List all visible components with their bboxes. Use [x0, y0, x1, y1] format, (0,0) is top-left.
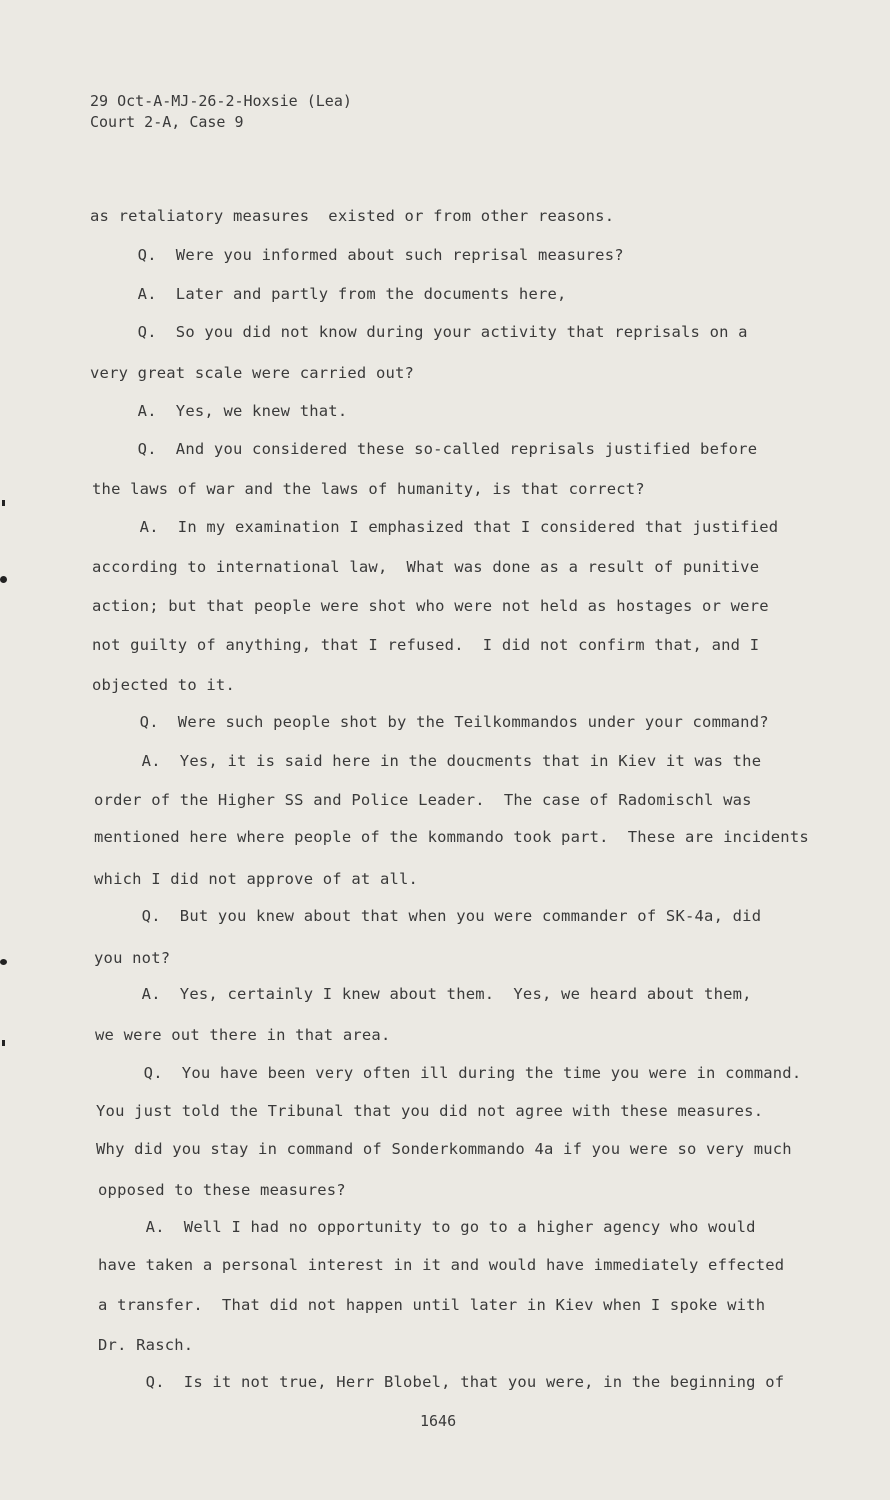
text-line: you not? [94, 949, 171, 967]
page-number: 1646 [420, 1412, 457, 1430]
text-line: have taken a personal interest in it and would have immediately effected [98, 1256, 785, 1274]
margin-punch-mark [0, 576, 7, 583]
text-line: a transfer. That did not happen until later in Kiev when I spoke with [98, 1296, 766, 1314]
text-line: Q. Were you informed about such reprisal measures? [90, 246, 624, 264]
text-line: Q. But you knew about that when you were commander of SK-4a, did [94, 907, 762, 925]
margin-punch-mark [2, 500, 5, 506]
text-line: the laws of war and the laws of humanity, is that correct? [92, 480, 645, 498]
text-line: mentioned here where people of the kommando took part. These are incidents [94, 828, 809, 846]
text-line: we were out there in that area. [95, 1026, 391, 1044]
text-line: A. Well I had no opportunity to go to a higher agency who would [98, 1218, 756, 1236]
text-line: objected to it. [92, 676, 235, 694]
text-line: not guilty of anything, that I refused. I did not confirm that, and I [92, 636, 760, 654]
text-line: Dr. Rasch. [98, 1336, 194, 1354]
text-line: Q. So you did not know during your activity that reprisals on a [90, 323, 748, 341]
text-line: according to international law, What was done as a result of punitive [92, 558, 760, 576]
text-line: A. Yes, certainly I knew about them. Yes, we heard about them, [94, 985, 752, 1003]
text-line: Why did you stay in command of Sonderkommando 4a if you were so very much [96, 1140, 792, 1158]
margin-punch-mark [0, 959, 7, 965]
text-line: Q. And you considered these so-called reprisals justified before [90, 440, 758, 458]
text-line: opposed to these measures? [98, 1181, 346, 1199]
text-line: action; but that people were shot who were not held as hostages or were [92, 597, 769, 615]
document-header [90, 91, 352, 133]
text-line: Q. Is it not true, Herr Blobel, that you were, in the beginning of [98, 1373, 785, 1391]
text-line: Q. Were such people shot by the Teilkommandos under your command? [92, 713, 769, 731]
header-line-2: Court 2-A, Case 9 [90, 113, 244, 131]
text-line: A. Yes, we knew that. [90, 402, 348, 420]
text-line: You just told the Tribunal that you did not agree with these measures. [96, 1102, 764, 1120]
text-line: very great scale were carried out? [90, 364, 415, 382]
text-line: A. Yes, it is said here in the doucments that in Kiev it was the [94, 752, 762, 770]
text-line: as retaliatory measures existed or from other reasons. [90, 207, 615, 225]
text-line: A. Later and partly from the documents here, [90, 285, 567, 303]
header-line-1: 29 Oct-A-MJ-26-2-Hoxsie (Lea) [90, 92, 352, 110]
margin-punch-mark [2, 1040, 5, 1046]
text-line: Q. You have been very often ill during the time you were in command. [96, 1064, 802, 1082]
text-line: A. In my examination I emphasized that I considered that justified [92, 518, 779, 536]
text-line: order of the Higher SS and Police Leader. The case of Radomischl was [94, 791, 752, 809]
text-line: which I did not approve of at all. [94, 870, 419, 888]
